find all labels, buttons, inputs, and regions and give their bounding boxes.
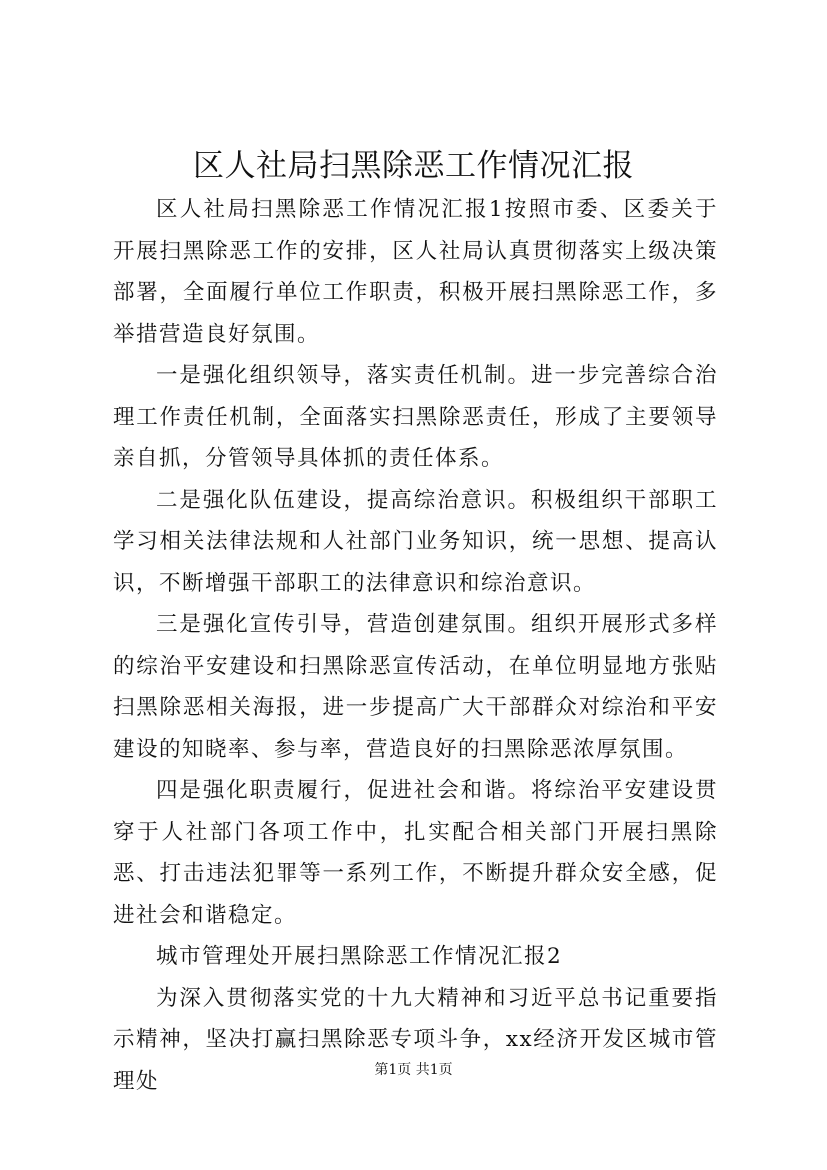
document-body [113,189,718,1102]
paragraph-duty-performance: 四是强化职责履行，促进社会和谐。将综治平安建设贯穿于人社部门各项工作中，扎实配合相关部门开展扫黑除恶、打击违法犯罪等一系列工作，不断提升群众安全感，促进社会和谐稳定。 [113,778,718,928]
paragraph-organization-leadership: 一是强化组织领导，落实责任机制。进一步完善综合治理工作责任机制，全面落实扫黑除恶责任，形成了主要领导亲自抓，分管领导具体抓的责任体系。 [113,363,718,471]
page-number-footer: 第1页 共1页 [374,1062,453,1078]
document-title: 区人社局扫黑除恶工作情况汇报 [193,148,634,184]
paragraph-second-report-heading: 城市管理处开展扫黑除恶工作情况汇报2 [156,944,563,969]
paragraph-team-building: 二是强化队伍建设，提高综治意识。积极组织干部职工学习相关法律法规和人社部门业务知识，统一思想、提高认识，不断增强干部职工的法律意识和综治意识。 [113,487,718,596]
paragraph-intro: 区人社局扫黑除恶工作情况汇报1按照市委、区委关于开展扫黑除恶工作的安排，区人社局认真贯彻落实上级决策部署，全面履行单位工作职责，积极开展扫黑除恶工作，多举措营造良好氛围。 [113,197,718,347]
paragraph-second-report-body: 为深入贯彻落实党的十九大精神和习近平总书记重要指示精神，坚决打赢扫黑除恶专项斗争，xx经济开发区城市管理处 [113,985,718,1094]
paragraph-publicity: 三是强化宣传引导，营造创建氛围。组织开展形式多样的综治平安建设和扫黑除恶宣传活动，在单位明显地方张贴扫黑除恶相关海报，进一步提高广大干部群众对综治和平安建设的知晓率、参与率，营造良好的扫黑除恶浓厚氛围。 [113,612,718,762]
